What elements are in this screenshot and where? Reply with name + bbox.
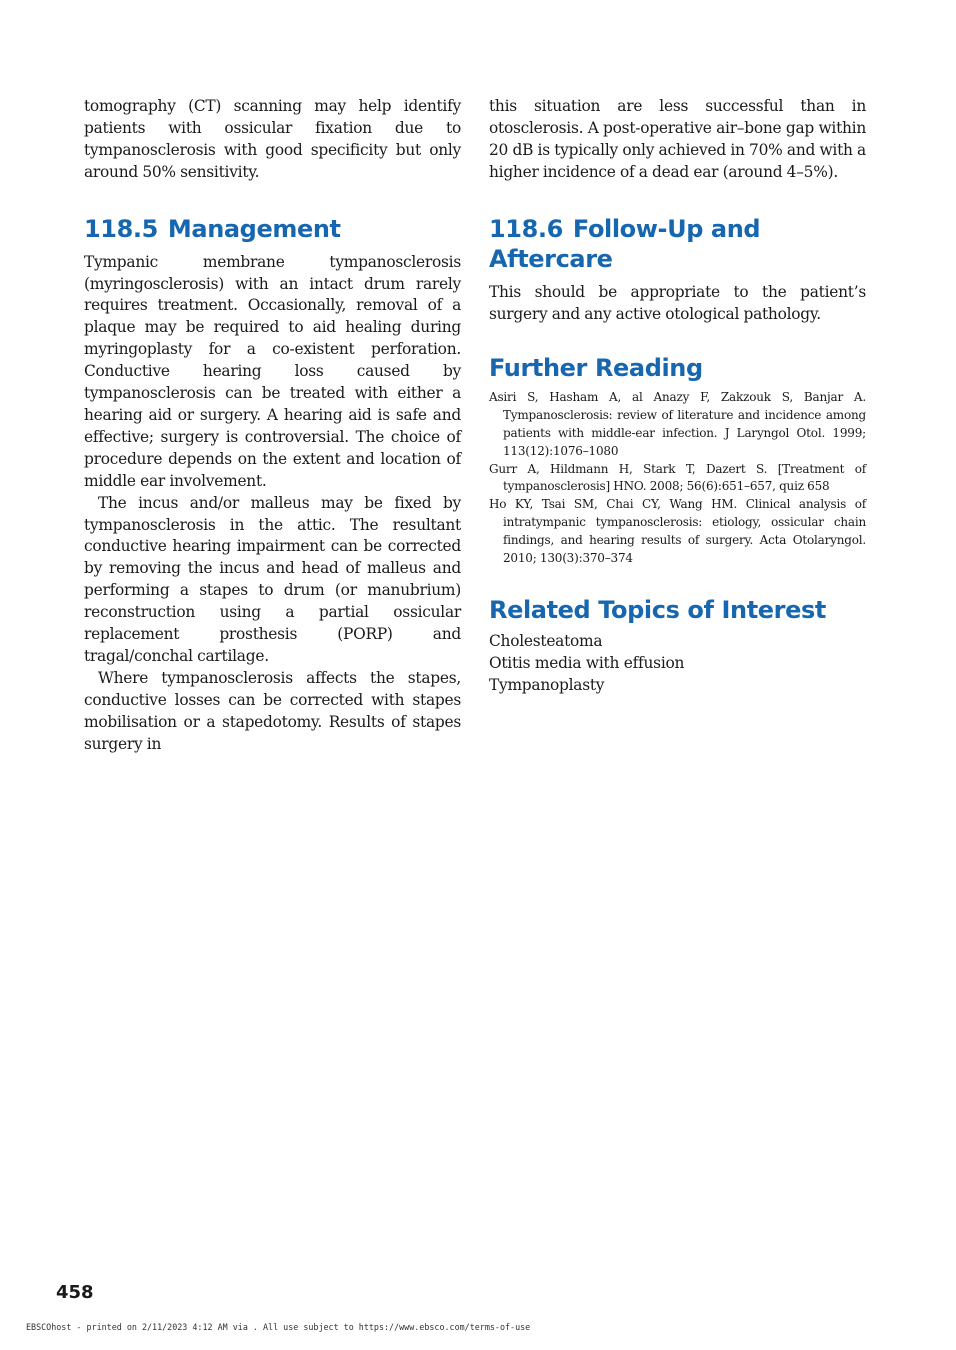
- related-topic-item: Otitis media with effusion: [489, 654, 685, 673]
- reference-item: Asiri S, Hasham A, al Anazy F, Zakzouk S, Banjar A. Tympanosclerosis: review of literature and incidence among patients with middle-ear infection. J Laryngol Otol. 1999; 113(12):1076–1080: [489, 390, 866, 458]
- section-number: 118.6: [489, 214, 563, 243]
- follow-up-paragraph: This should be appropriate to the patient’s surgery and any active otological pathology.: [489, 282, 866, 323]
- continuation-paragraph: this situation are less successful than in otosclerosis. A post-operative air–bone gap within 20 dB is typically only achieved in 70% and with a higher incidence of a dead ear (around 4–5%).: [489, 97, 866, 181]
- related-topics-heading: Related Topics of Interest: [489, 596, 826, 625]
- further-reading-heading: Further Reading: [489, 354, 703, 383]
- left-column: [84, 96, 461, 755]
- management-paragraph-2: The incus and/or malleus may be fixed by tympanosclerosis in the attic. The resultant conductive hearing impairment can be corrected by removing the incus and head of malleus and performing a stapes to drum (or manubrium) reconstruction using a partial ossicular replacement prosthesis (PORP) and tragal/conchal cartilage.: [84, 493, 461, 665]
- section-heading-follow-up: [489, 214, 866, 274]
- page-number: 458: [56, 1282, 94, 1303]
- reference-list: [489, 389, 866, 567]
- section-title: Management: [167, 214, 341, 243]
- related-topic-item: Cholesteatoma: [489, 632, 603, 651]
- related-topic-item: Tympanoplasty: [489, 676, 605, 695]
- reference-item: Gurr A, Hildmann H, Stark T, Dazert S. [Treatment of tympanosclerosis] HNO. 2008; 56(6):651–657, quiz 658: [489, 461, 866, 494]
- management-paragraph-1: Tympanic membrane tympanosclerosis (myringosclerosis) with an intact drum rarely requires treatment. Occasionally, removal of a plaque may be required to aid healing during myringoplasty for a co-existent perforation. Conductive hearing loss caused by tympanosclerosis can be treated with either a hearing aid or surgery. A hearing aid is safe and effective; surgery is controversial. The choice of procedure depends on the extent and location of middle ear involvement.: [84, 252, 461, 490]
- right-column: [489, 96, 866, 697]
- management-paragraph-3: Where tympanosclerosis affects the stapes, conductive losses can be corrected with stapes mobilisation or a stapedotomy. Results of stapes surgery in: [84, 668, 461, 753]
- section-number: 118.5: [84, 214, 158, 243]
- section-title: Follow-Up and Aftercare: [489, 214, 761, 273]
- related-topics-list: [489, 631, 866, 697]
- reference-item: Ho KY, Tsai SM, Chai CY, Wang HM. Clinical analysis of intratympanic tympanosclerosis: etiology, ossicular chain findings, and hearing results of surgery. Acta Otolaryngol. 2010; 130(3):370–374: [489, 497, 866, 565]
- section-heading-management: [84, 214, 461, 244]
- footer-notice: EBSCOhost - printed on 2/11/2023 4:12 AM via . All use subject to https://www.ebsco.com/terms-of-use: [26, 1322, 531, 1332]
- intro-paragraph: tomography (CT) scanning may help identify patients with ossicular fixation due to tympanosclerosis with good specificity but only around 50% sensitivity.: [84, 97, 461, 181]
